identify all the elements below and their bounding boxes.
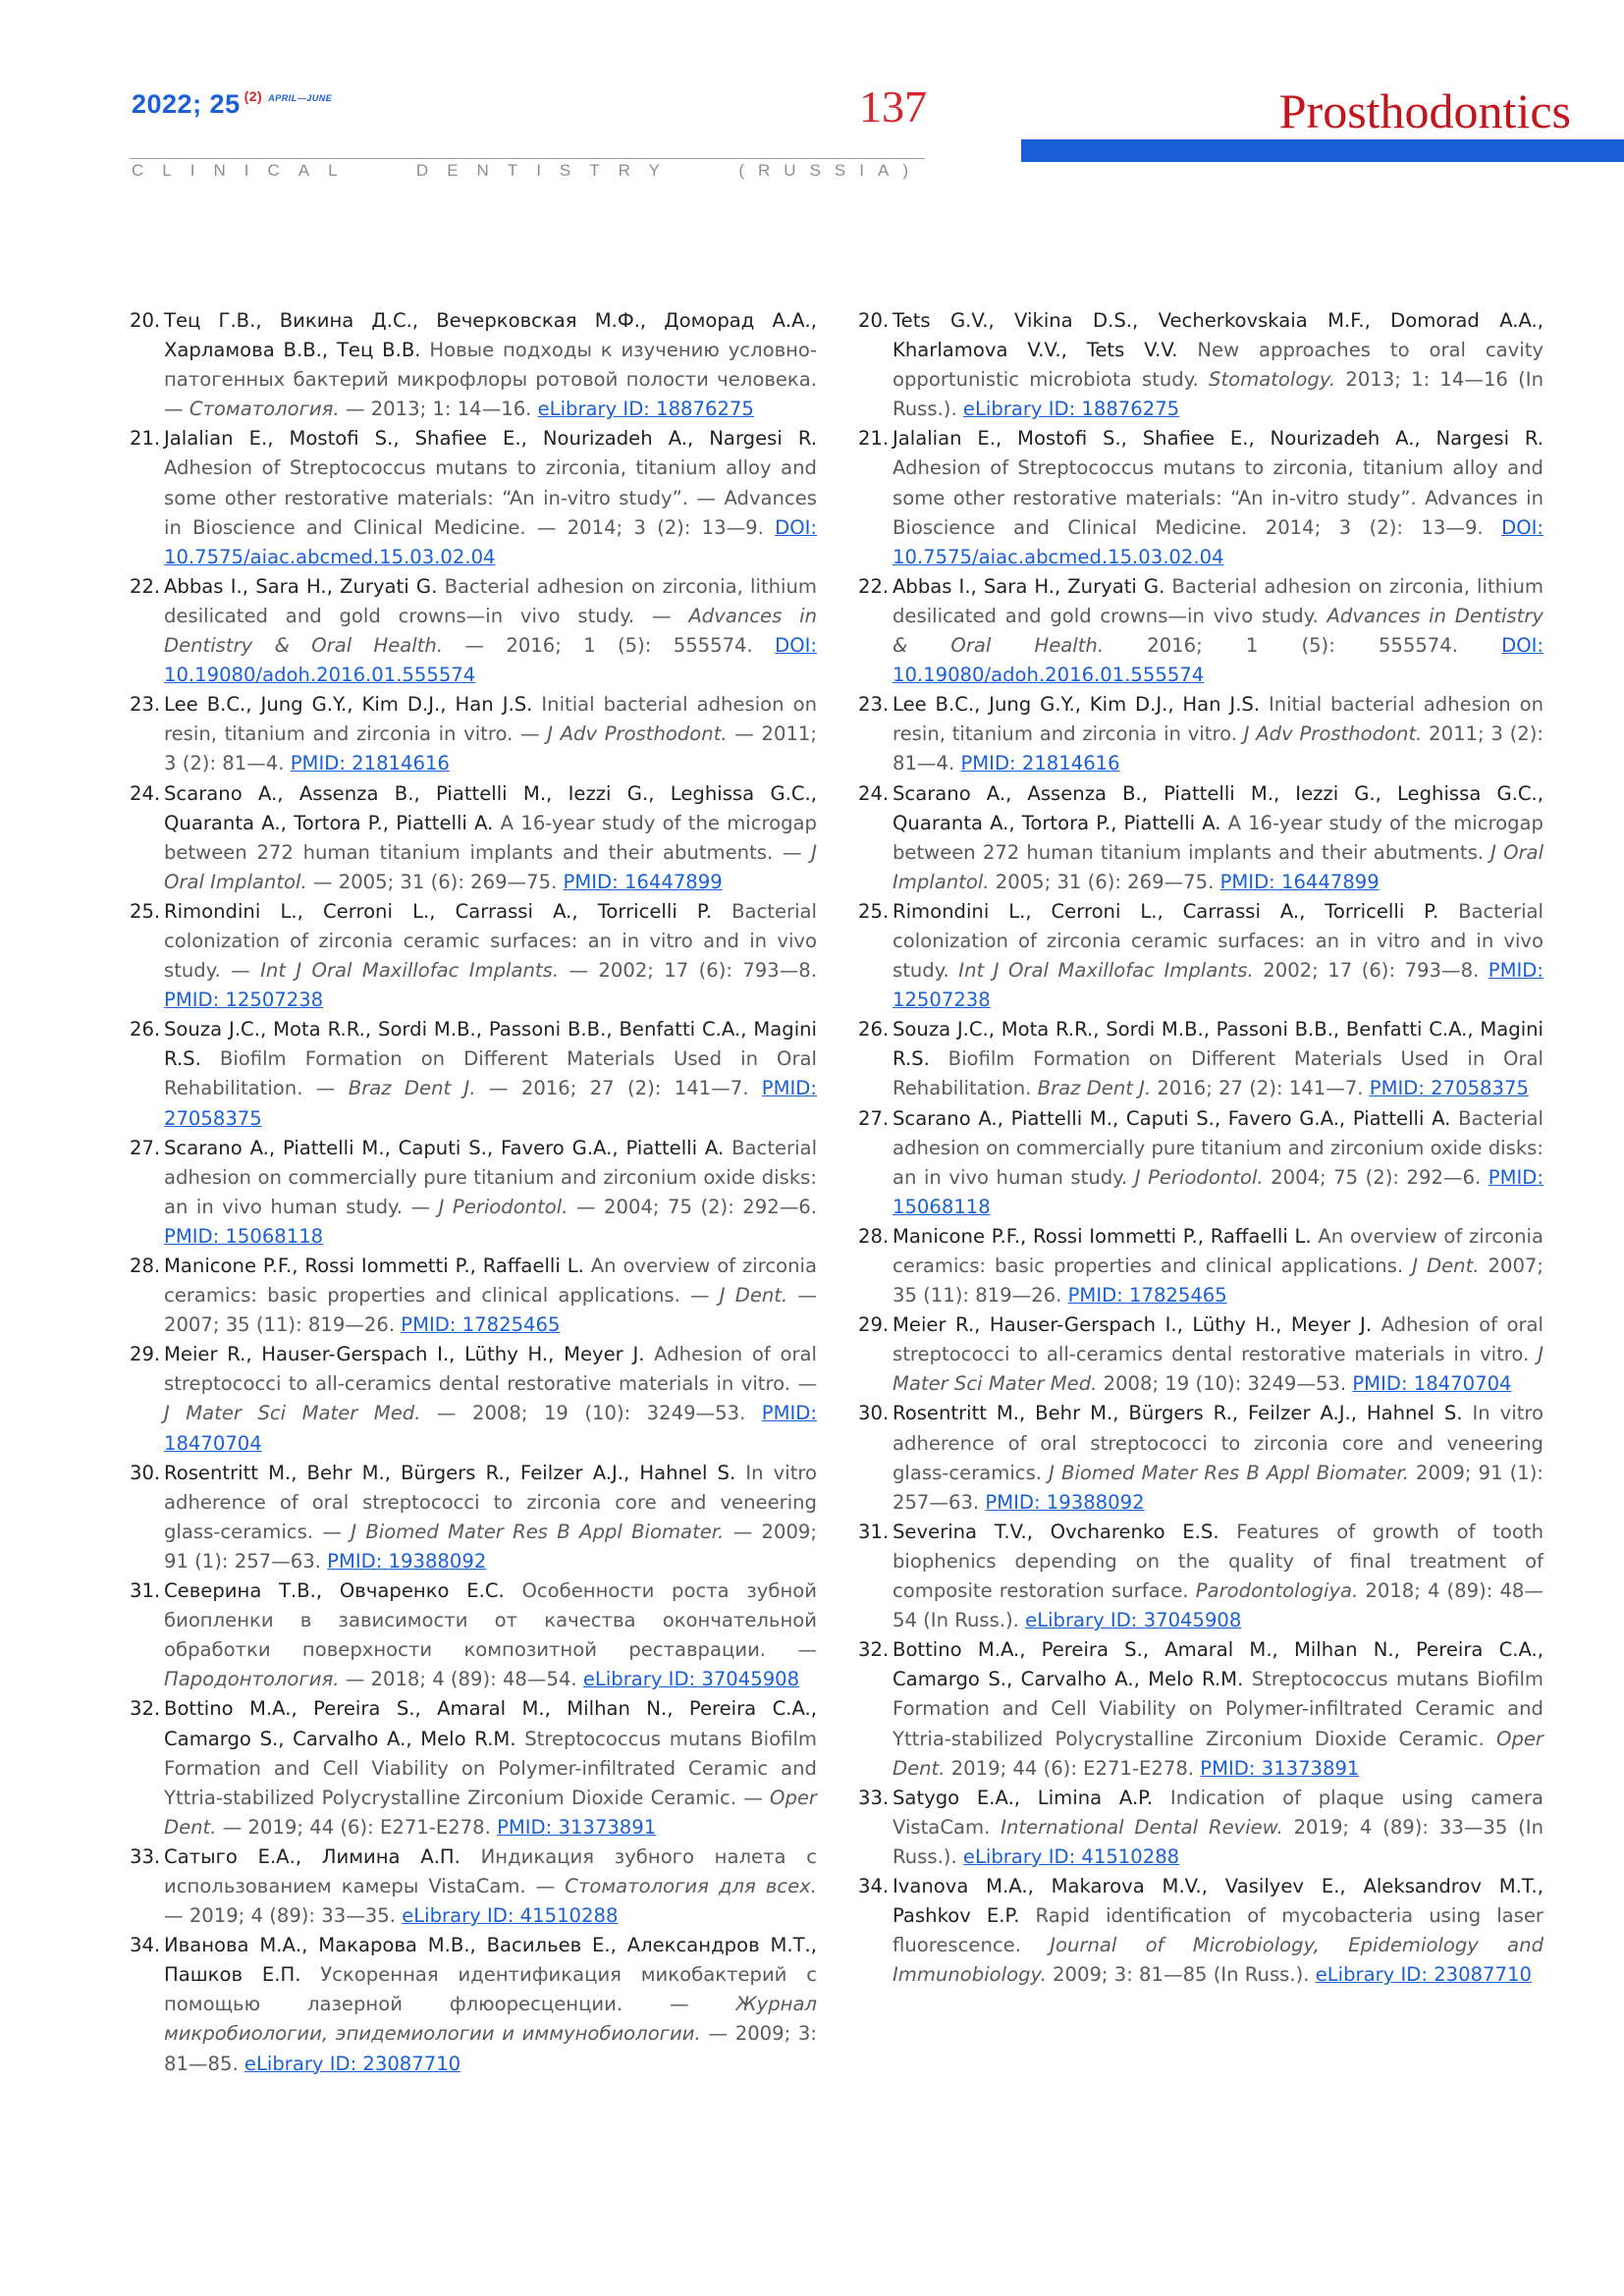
- reference-details: 2016; 1 (5): 555574.: [1104, 634, 1502, 658]
- reference-text: Adhesion of Streptococcus mutans to zirconia, titanium alloy and some other restorative materials: “An in-vitro study”. Advances in Bioscience and Clinical Medicine. 2014; 3 (2): 13—9.: [893, 456, 1543, 539]
- reference-link[interactable]: eLibrary ID: 41510288: [402, 1904, 619, 1928]
- issue-months: APRIL—JUNE: [268, 93, 333, 103]
- reference-link[interactable]: PMID: 31373891: [1200, 1756, 1360, 1780]
- header-divider: [130, 158, 925, 159]
- reference-text: Biofilm Formation on Different Materials Used in Oral Rehabilitation.: [893, 1047, 1543, 1100]
- reference-number: 26.: [858, 1018, 890, 1041]
- reference-item: [130, 1252, 817, 1340]
- reference-authors: Scarano A., Piattelli M., Caputi S., Favero G.A., Piattelli A.: [164, 1136, 725, 1159]
- reference-item: [130, 306, 817, 424]
- reference-link[interactable]: PMID: 17825465: [401, 1313, 561, 1337]
- reference-details: — 2002; 17 (6): 793—8.: [559, 959, 818, 983]
- reference-link[interactable]: PMID: 21814616: [960, 752, 1120, 775]
- reference-link[interactable]: PMID: 15068118: [164, 1224, 324, 1248]
- reference-number: 31.: [130, 1579, 161, 1603]
- reference-link[interactable]: PMID: 19388092: [985, 1490, 1145, 1514]
- reference-authors: Manicone P.F., Rossi Iommetti P., Raffaelli L.: [164, 1255, 584, 1277]
- reference-details: 2016; 27 (2): 141—7.: [1151, 1077, 1370, 1100]
- reference-details: 2005; 31 (6): 269—75.: [989, 870, 1220, 893]
- reference-number: 25.: [858, 899, 890, 923]
- reference-text: Streptococcus mutans Biofilm Formation and Cell Viability on Polymer-infiltrated Ceramic and Yttria-stabilized Polycrystalline Zirconium Dioxide Ceramic. —: [164, 1727, 817, 1809]
- reference-journal: J Dent.: [719, 1284, 788, 1308]
- reference-authors: Meier R., Hauser-Gerspach I., Lüthy H., Meyer J.: [893, 1313, 1373, 1337]
- section-accent-bar: [1021, 139, 1624, 162]
- reference-link[interactable]: PMID: 19388092: [327, 1549, 487, 1573]
- reference-authors: Северина Т.В., Овчаренко Е.С.: [164, 1579, 505, 1603]
- reference-details: 2009; 3: 81—85 (In Russ.).: [1046, 1963, 1316, 1987]
- reference-text: Bacterial adhesion on zirconia, lithium desilicated and gold crowns—in vivo study.: [893, 574, 1543, 627]
- reference-details: — 2004; 75 (2): 292—6.: [568, 1195, 817, 1218]
- reference-link[interactable]: eLibrary ID: 23087710: [1315, 1963, 1532, 1987]
- reference-item: [130, 1842, 817, 1931]
- reference-number: 25.: [130, 899, 161, 923]
- reference-details: — 2013; 1: 14—16.: [339, 398, 538, 421]
- reference-item: [858, 779, 1543, 897]
- reference-journal: J Mater Sci Mater Med.: [164, 1402, 421, 1425]
- reference-authors: Тец Г.В., Викина Д.С., Вечерковская М.Ф., Доморад А.А., Харламова В.В., Тец В.В.: [164, 309, 817, 362]
- reference-details: 2009; 91 (1): 257—63.: [893, 1461, 1543, 1514]
- reference-authors: Abbas I., Sara H., Zuryati G.: [164, 574, 438, 598]
- reference-item: [130, 424, 817, 571]
- reference-link[interactable]: PMID: 17825465: [1067, 1284, 1227, 1308]
- reference-details: 2019; 44 (6): E271-E278.: [945, 1756, 1201, 1780]
- issue-number: 2022; 25: [132, 89, 241, 119]
- running-title-word: DENTISTRY: [415, 161, 678, 180]
- reference-authors: Severina T.V., Ovcharenko E.S.: [893, 1520, 1219, 1543]
- reference-details: 2002; 17 (6): 793—8.: [1253, 959, 1489, 983]
- reference-number: 20.: [130, 309, 161, 332]
- reference-journal: Int J Oral Maxillofac Implants.: [260, 959, 560, 983]
- reference-number: 34.: [858, 1874, 890, 1897]
- reference-details: 2004; 75 (2): 292—6.: [1263, 1165, 1489, 1189]
- reference-authors: Lee B.C., Jung G.Y., Kim D.J., Han J.S.: [164, 693, 533, 717]
- reference-details: 2007; 35 (11): 819—26.: [893, 1255, 1544, 1308]
- reference-details: — 2018; 4 (89): 48—54.: [339, 1668, 583, 1691]
- reference-number: 30.: [858, 1402, 890, 1425]
- reference-link[interactable]: eLibrary ID: 18876275: [537, 398, 754, 421]
- reference-text: Adhesion of Streptococcus mutans to zirconia, titanium alloy and some other restorative materials: “An in-vitro study”. — Advances in Bioscience and Clinical Medicine. — 2014; 3 (2): 13—9.: [164, 456, 817, 539]
- reference-number: 33.: [858, 1786, 890, 1809]
- reference-text: In vitro adherence of oral streptococci to zirconia core and veneering glass-ceramics.: [893, 1402, 1543, 1484]
- reference-authors: Bottino M.A., Pereira S., Amaral M., Milhan N., Pereira C.A., Camargo S., Carvalho A., Melo R.M.: [893, 1638, 1543, 1691]
- reference-text: Индикация зубного налета с использованием камеры VistaCam. —: [164, 1844, 817, 1897]
- reference-item: [130, 1459, 817, 1576]
- reference-journal: J Mater Sci Mater Med.: [893, 1343, 1543, 1396]
- reference-item: [858, 1518, 1543, 1635]
- reference-details: 2008; 19 (10): 3249—53.: [1097, 1372, 1353, 1396]
- reference-text: An overview of zirconia ceramics: basic properties and clinical applications.: [893, 1224, 1544, 1277]
- reference-details: — 2019; 44 (6): E271-E278.: [216, 1815, 498, 1839]
- reference-authors: Tets G.V., Vikina D.S., Vecherkovskaia M.F., Domorad A.A., Kharlamova V.V., Tets V.V.: [893, 309, 1543, 362]
- reference-text: Features of growth of tooth biophenics depending on the quality of final treatment of composite restoration surface.: [893, 1520, 1543, 1603]
- reference-link[interactable]: eLibrary ID: 23087710: [244, 2052, 461, 2075]
- reference-authors: Meier R., Hauser-Gerspach I., Lüthy H., Meyer J.: [164, 1343, 645, 1366]
- reference-journal: Journal of Microbiology, Epidemiology and Immunobiology.: [893, 1934, 1544, 1987]
- reference-journal: J Biomed Mater Res B Appl Biomater.: [1049, 1461, 1409, 1484]
- reference-number: 23.: [130, 693, 161, 717]
- reference-journal: J Oral Implantol.: [164, 840, 817, 893]
- journal-running-title: [132, 161, 922, 181]
- reference-list: [858, 306, 1543, 1990]
- reference-text: Особенности роста зубной биопленки в зависимости от качества окончательной обработки поверхности композитной реставрации. —: [164, 1579, 817, 1662]
- reference-number: 30.: [130, 1461, 161, 1484]
- running-title-word: (RUSSIA): [738, 161, 922, 180]
- reference-authors: Bottino M.A., Pereira S., Amaral M., Milhan N., Pereira C.A., Camargo S., Carvalho A., Melo R.M.: [164, 1697, 817, 1750]
- reference-journal: J Oral Implantol.: [893, 840, 1544, 893]
- reference-journal: J Adv Prosthodont.: [547, 722, 728, 746]
- reference-text: Adhesion of oral streptococci to all-ceramics dental restorative materials in vitro.: [893, 1313, 1544, 1366]
- reference-item: [130, 779, 817, 897]
- reference-item: [130, 1931, 817, 2078]
- references-russian-column: [130, 306, 817, 2079]
- reference-details: 2018; 4 (89): 48—54 (In Russ.).: [893, 1579, 1543, 1632]
- reference-text: Bacterial colonization of zirconia ceramic surfaces: an in vitro and in vivo study. —: [164, 899, 817, 983]
- reference-number: 22.: [130, 574, 161, 598]
- reference-link[interactable]: PMID: 16447899: [1219, 870, 1380, 893]
- reference-journal: J Periodontol.: [438, 1195, 568, 1218]
- reference-item: [130, 572, 817, 690]
- reference-item: [858, 1015, 1543, 1103]
- reference-details: 2019; 4 (89): 33—35 (In Russ.).: [893, 1815, 1543, 1868]
- reference-item: [130, 1015, 817, 1133]
- reference-item: [130, 690, 817, 778]
- reference-text: A 16-year study of the microgap between 272 human titanium implants and their abutments.: [893, 811, 1543, 864]
- reference-text: Initial bacterial adhesion on resin, titanium and zirconia in vitro.: [893, 693, 1543, 746]
- reference-number: 28.: [858, 1224, 890, 1248]
- reference-details: — 2007; 35 (11): 819—26.: [164, 1284, 818, 1337]
- reference-text: Новые подходы к изучению условно-патогенных бактерий микрофлоры ротовой полости человека. —: [164, 339, 817, 421]
- reference-link[interactable]: eLibrary ID: 18876275: [962, 398, 1180, 421]
- running-title-word: CLINICAL: [132, 161, 356, 180]
- reference-journal: Oper Dent.: [164, 1786, 817, 1839]
- reference-link[interactable]: eLibrary ID: 41510288: [962, 1844, 1180, 1868]
- reference-number: 24.: [130, 781, 161, 805]
- reference-number: 24.: [858, 781, 890, 805]
- reference-authors: Rimondini L., Cerroni L., Carrassi A., Torricelli P.: [893, 899, 1439, 923]
- reference-number: 27.: [858, 1106, 890, 1130]
- reference-details: — 2005; 31 (6): 269—75.: [306, 870, 564, 893]
- reference-link[interactable]: PMID: 27058375: [1369, 1077, 1529, 1100]
- reference-text: Bacterial adhesion on commercially pure titanium and zirconium oxide disks: an in vivo human study. —: [164, 1136, 818, 1218]
- reference-authors: Jalalian E., Mostofi S., Shafiee E., Nourizadeh A., Nargesi R.: [164, 427, 817, 451]
- reference-number: 28.: [130, 1255, 161, 1277]
- reference-number: 21.: [858, 427, 890, 451]
- reference-number: 26.: [130, 1018, 161, 1041]
- reference-journal: Parodontologiya.: [1195, 1579, 1359, 1603]
- reference-item: [130, 1576, 817, 1694]
- reference-text: An overview of zirconia ceramics: basic properties and clinical applications. —: [164, 1255, 817, 1308]
- reference-link[interactable]: PMID: 12507238: [893, 959, 1543, 1012]
- reference-number: 22.: [858, 574, 890, 598]
- reference-journal: Braz Dent J.: [1037, 1077, 1152, 1100]
- reference-link[interactable]: PMID: 18470704: [164, 1402, 817, 1455]
- reference-item: [858, 1310, 1543, 1399]
- reference-authors: Jalalian E., Mostofi S., Shafiee E., Nourizadeh A., Nargesi R.: [893, 427, 1543, 451]
- reference-link[interactable]: PMID: 12507238: [164, 988, 324, 1012]
- reference-authors: Satygo E.A., Limina A.P.: [893, 1786, 1154, 1809]
- reference-journal: Advances in Dentistry & Oral Health.: [893, 604, 1543, 658]
- reference-authors: Иванова М.А., Макарова М.В., Васильев Е., Александров М.Т., Пашков Е.П.: [164, 1934, 817, 1987]
- reference-link[interactable]: PMID: 16447899: [563, 870, 723, 893]
- reference-text: Indication of plaque using camera VistaCam.: [893, 1786, 1543, 1839]
- reference-journal: International Dental Review.: [1001, 1815, 1283, 1839]
- issue-info: [132, 88, 332, 120]
- reference-authors: Scarano A., Assenza B., Piattelli M., Iezzi G., Leghissa G.C., Quaranta A., Tortora P., Piattelli A.: [893, 781, 1543, 834]
- reference-details: — 2011; 3 (2): 81—4.: [164, 722, 817, 775]
- reference-item: [858, 572, 1543, 690]
- reference-text: Streptococcus mutans Biofilm Formation and Cell Viability on Polymer-infiltrated Ceramic and Yttria-stabilized Polycrystalline Zirconium Dioxide Ceramic.: [893, 1668, 1543, 1750]
- reference-item: [858, 1104, 1543, 1222]
- reference-authors: Сатыго Е.А., Лимина А.П.: [164, 1844, 460, 1868]
- reference-number: 34.: [130, 1934, 161, 1957]
- reference-text: Bacterial adhesion on commercially pure titanium and zirconium oxide disks: an in vivo human study.: [893, 1106, 1543, 1189]
- reference-details: — 2009; 91 (1): 257—63.: [164, 1520, 817, 1573]
- reference-item: [130, 897, 817, 1015]
- reference-number: 32.: [858, 1638, 890, 1662]
- reference-link[interactable]: DOI: 10.19080/adoh.2016.01.555574: [164, 634, 817, 687]
- reference-journal: Журнал микробиологии, эпидемиологии и иммунобиологии.: [164, 1993, 817, 2046]
- reference-details: 2011; 3 (2): 81—4.: [893, 722, 1543, 775]
- reference-item: [858, 897, 1543, 1015]
- reference-authors: Souza J.C., Mota R.R., Sordi M.B., Passoni B.B., Benfatti C.A., Magini R.S.: [893, 1018, 1543, 1071]
- reference-details: — 2019; 4 (89): 33—35.: [164, 1904, 403, 1928]
- reference-number: 20.: [858, 309, 890, 332]
- reference-item: [130, 1694, 817, 1842]
- reference-authors: Ivanova M.A., Makarova M.V., Vasilyev E., Aleksandrov M.T., Pashkov E.P.: [893, 1874, 1543, 1928]
- reference-journal: Int J Oral Maxillofac Implants.: [958, 959, 1254, 983]
- reference-authors: Rosentritt M., Behr M., Bürgers R., Feilzer A.J., Hahnel S.: [893, 1402, 1463, 1425]
- reference-link[interactable]: PMID: 18470704: [1352, 1372, 1512, 1396]
- reference-link[interactable]: DOI: 10.19080/adoh.2016.01.555574: [893, 634, 1543, 687]
- reference-journal: Пародонтология.: [164, 1668, 340, 1691]
- reference-link[interactable]: PMID: 27058375: [164, 1077, 817, 1130]
- reference-item: [858, 424, 1543, 571]
- page-number: 137: [859, 81, 927, 132]
- reference-text: Rapid identification of mycobacteria using laser fluorescence.: [893, 1904, 1543, 1957]
- reference-authors: Rimondini L., Cerroni L., Carrassi A., Torricelli P.: [164, 899, 712, 923]
- reference-journal: Oper Dent.: [893, 1727, 1543, 1780]
- reference-text: Ускоренная идентификация микобактерий с помощью лазерной флюоресценции. —: [164, 1963, 817, 2016]
- reference-link[interactable]: PMID: 21814616: [290, 752, 450, 775]
- reference-text: Biofilm Formation on Different Materials Used in Oral Rehabilitation. —: [164, 1047, 817, 1100]
- reference-link[interactable]: eLibrary ID: 37045908: [1025, 1609, 1242, 1632]
- reference-number: 33.: [130, 1844, 161, 1868]
- reference-item: [858, 1872, 1543, 1990]
- reference-number: 23.: [858, 693, 890, 717]
- reference-link[interactable]: DOI: 10.7575/aiac.abcmed.15.03.02.04: [164, 515, 817, 568]
- reference-authors: Scarano A., Piattelli M., Caputi S., Favero G.A., Piattelli A.: [893, 1106, 1451, 1130]
- reference-journal: J Periodontol.: [1134, 1165, 1264, 1189]
- reference-text: Adhesion of oral streptococci to all-ceramics dental restorative materials in vitro. —: [164, 1343, 817, 1396]
- reference-number: 32.: [130, 1697, 161, 1721]
- reference-item: [858, 1784, 1543, 1872]
- reference-authors: Lee B.C., Jung G.Y., Kim D.J., Han J.S.: [893, 693, 1261, 717]
- reference-link[interactable]: eLibrary ID: 37045908: [582, 1668, 800, 1691]
- reference-authors: Manicone P.F., Rossi Iommetti P., Raffaelli L.: [893, 1224, 1312, 1248]
- reference-text: In vitro adherence of oral streptococci to zirconia core and veneering glass-ceramics. —: [164, 1461, 817, 1543]
- reference-text: Bacterial adhesion on zirconia, lithium desilicated and gold crowns—in vivo study. —: [164, 574, 817, 627]
- reference-list: [130, 306, 817, 2079]
- reference-journal: J Dent.: [1412, 1255, 1480, 1277]
- reference-journal: Стоматология для всех.: [565, 1874, 817, 1897]
- reference-text: Bacterial colonization of zirconia ceramic surfaces: an in vitro and in vivo study.: [893, 899, 1543, 983]
- reference-link[interactable]: PMID: 15068118: [893, 1165, 1543, 1218]
- reference-text: Initial bacterial adhesion on resin, titanium and zirconia in vitro. —: [164, 693, 817, 746]
- reference-journal: J Adv Prosthodont.: [1243, 722, 1423, 746]
- reference-number: 21.: [130, 427, 161, 451]
- reference-item: [858, 1399, 1543, 1517]
- reference-item: [858, 1635, 1543, 1783]
- issue-part: (2): [244, 88, 263, 104]
- reference-details: — 2016; 1 (5): 555574.: [443, 634, 776, 658]
- reference-text: New approaches to oral cavity opportunistic microbiota study.: [893, 339, 1543, 392]
- reference-item: [858, 690, 1543, 778]
- reference-journal: Advances in Dentistry & Oral Health.: [164, 604, 817, 658]
- reference-item: [130, 1340, 817, 1458]
- reference-item: [130, 1134, 817, 1252]
- reference-number: 31.: [858, 1520, 890, 1543]
- reference-journal: Стоматология.: [189, 398, 340, 421]
- reference-number: 29.: [858, 1313, 890, 1337]
- reference-details: — 2008; 19 (10): 3249—53.: [420, 1402, 762, 1425]
- reference-journal: Stomatology.: [1209, 368, 1336, 392]
- reference-details: — 2009; 3: 81—85.: [164, 2022, 817, 2075]
- reference-item: [858, 1222, 1543, 1310]
- reference-journal: Braz Dent J.: [348, 1077, 476, 1100]
- reference-details: — 2016; 27 (2): 141—7.: [475, 1077, 762, 1100]
- reference-details: 2013; 1: 14—16 (In Russ.).: [893, 368, 1544, 421]
- reference-authors: Rosentritt M., Behr M., Bürgers R., Feilzer A.J., Hahnel S.: [164, 1461, 736, 1484]
- reference-link[interactable]: PMID: 31373891: [497, 1815, 657, 1839]
- reference-authors: Souza J.C., Mota R.R., Sordi M.B., Passoni B.B., Benfatti C.A., Magini R.S.: [164, 1018, 817, 1071]
- reference-authors: Abbas I., Sara H., Zuryati G.: [893, 574, 1165, 598]
- section-title: Prosthodontics: [1278, 83, 1571, 138]
- reference-item: [858, 306, 1543, 424]
- reference-authors: Scarano A., Assenza B., Piattelli M., Iezzi G., Leghissa G.C., Quaranta A., Tortora P., Piattelli A.: [164, 781, 817, 834]
- reference-link[interactable]: DOI: 10.7575/aiac.abcmed.15.03.02.04: [893, 515, 1543, 568]
- reference-journal: J Biomed Mater Res B Appl Biomater.: [351, 1520, 725, 1543]
- references-english-column: [858, 306, 1543, 1990]
- reference-number: 29.: [130, 1343, 161, 1366]
- reference-number: 27.: [130, 1136, 161, 1159]
- reference-text: A 16-year study of the microgap between 272 human titanium implants and their abutments. —: [164, 811, 817, 864]
